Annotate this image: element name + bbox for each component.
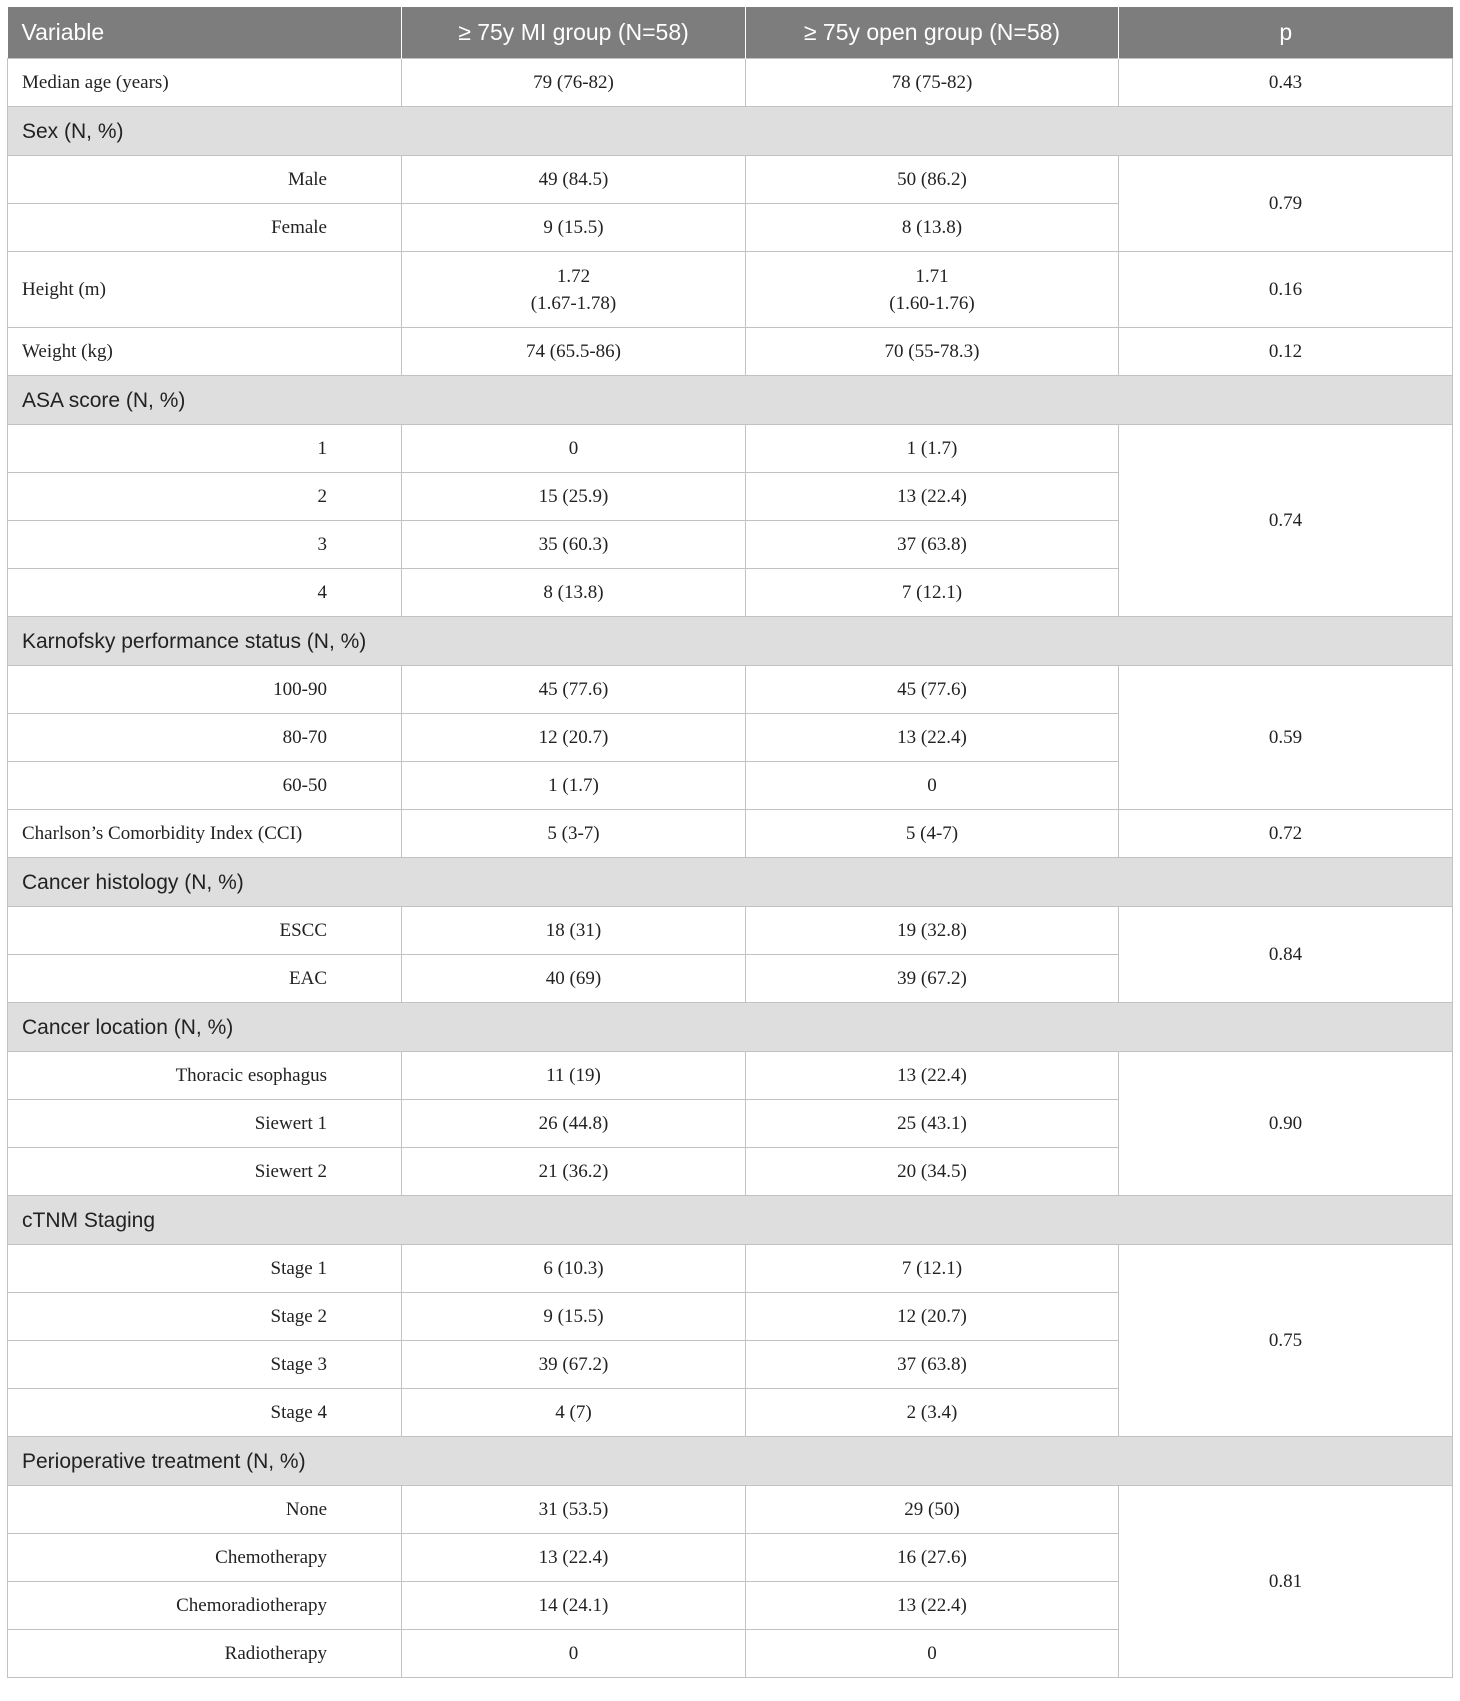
- variable-label: Median age (years): [8, 59, 402, 107]
- section-row: [8, 858, 1453, 907]
- mi-group-value: 26 (44.8): [402, 1100, 746, 1148]
- p-value: 0.75: [1119, 1245, 1453, 1437]
- open-group-value: 7 (12.1): [746, 1245, 1119, 1293]
- mi-group-value: 9 (15.5): [402, 1293, 746, 1341]
- p-value: 0.59: [1119, 666, 1453, 810]
- subcategory-row: [8, 907, 1453, 955]
- open-group-value: 13 (22.4): [746, 1052, 1119, 1100]
- subcategory-label: Female: [8, 204, 402, 252]
- mi-group-value: 6 (10.3): [402, 1245, 746, 1293]
- value-line: 1.72: [556, 265, 591, 287]
- mi-group-value: 0: [402, 425, 746, 473]
- open-group-value: 13 (22.4): [746, 714, 1119, 762]
- p-value: 0.16: [1119, 252, 1453, 328]
- mi-group-value: 35 (60.3): [402, 521, 746, 569]
- mi-group-value: 74 (65.5-86): [402, 328, 746, 376]
- open-group-value: 16 (27.6): [746, 1534, 1119, 1582]
- variable-row: [8, 59, 1453, 107]
- section-label: Sex (N, %): [8, 107, 1453, 156]
- mi-group-value: [402, 252, 746, 328]
- table-header: [8, 7, 1453, 59]
- subcategory-label: Male: [8, 156, 402, 204]
- open-group-value: 45 (77.6): [746, 666, 1119, 714]
- p-value: 0.79: [1119, 156, 1453, 252]
- value-line: (1.67-1.78): [530, 292, 617, 314]
- mi-group-value: 12 (20.7): [402, 714, 746, 762]
- subcategory-row: [8, 666, 1453, 714]
- subcategory-label: 100-90: [8, 666, 402, 714]
- header-open-group: ≥ 75y open group (N=58): [746, 7, 1119, 59]
- mi-group-value: 9 (15.5): [402, 204, 746, 252]
- table-body: [8, 59, 1453, 1678]
- variable-label: Weight (kg): [8, 328, 402, 376]
- mi-group-value: 18 (31): [402, 907, 746, 955]
- subcategory-label: Radiotherapy: [8, 1630, 402, 1678]
- section-row: [8, 617, 1453, 666]
- p-value: 0.12: [1119, 328, 1453, 376]
- open-group-value: 8 (13.8): [746, 204, 1119, 252]
- section-row: [8, 107, 1453, 156]
- value-line: 1.71: [915, 265, 949, 287]
- subcategory-label: ESCC: [8, 907, 402, 955]
- mi-group-value: 11 (19): [402, 1052, 746, 1100]
- open-group-value: 19 (32.8): [746, 907, 1119, 955]
- header-row: [8, 7, 1453, 59]
- section-row: [8, 1196, 1453, 1245]
- variable-label: Charlson’s Comorbidity Index (CCI): [8, 810, 402, 858]
- open-group-value: 20 (34.5): [746, 1148, 1119, 1196]
- open-group-value: 0: [746, 1630, 1119, 1678]
- mi-group-value: 45 (77.6): [402, 666, 746, 714]
- p-value: 0.90: [1119, 1052, 1453, 1196]
- open-group-value: 25 (43.1): [746, 1100, 1119, 1148]
- subcategory-label: 60-50: [8, 762, 402, 810]
- open-group-value: 39 (67.2): [746, 955, 1119, 1003]
- mi-group-value: 39 (67.2): [402, 1341, 746, 1389]
- header-p-value: p: [1119, 7, 1453, 59]
- open-group-value: 7 (12.1): [746, 569, 1119, 617]
- mi-group-value: 79 (76-82): [402, 59, 746, 107]
- subcategory-label: 4: [8, 569, 402, 617]
- subcategory-label: None: [8, 1486, 402, 1534]
- p-value: 0.84: [1119, 907, 1453, 1003]
- mi-group-value: 31 (53.5): [402, 1486, 746, 1534]
- section-row: [8, 1003, 1453, 1052]
- subcategory-label: Chemoradiotherapy: [8, 1582, 402, 1630]
- open-group-value: 5 (4-7): [746, 810, 1119, 858]
- subcategory-label: 2: [8, 473, 402, 521]
- mi-group-value: 5 (3-7): [402, 810, 746, 858]
- mi-group-value: 4 (7): [402, 1389, 746, 1437]
- section-label: ASA score (N, %): [8, 376, 1453, 425]
- open-group-value: 1 (1.7): [746, 425, 1119, 473]
- subcategory-label: Siewert 2: [8, 1148, 402, 1196]
- subcategory-label: 80-70: [8, 714, 402, 762]
- mi-group-value: 15 (25.9): [402, 473, 746, 521]
- subcategory-label: Siewert 1: [8, 1100, 402, 1148]
- patient-characteristics-table: [7, 7, 1453, 1678]
- mi-group-value: 13 (22.4): [402, 1534, 746, 1582]
- open-group-value: 13 (22.4): [746, 473, 1119, 521]
- p-value: 0.72: [1119, 810, 1453, 858]
- subcategory-label: Stage 2: [8, 1293, 402, 1341]
- open-group-value: 50 (86.2): [746, 156, 1119, 204]
- subcategory-row: [8, 425, 1453, 473]
- open-group-value: [746, 252, 1119, 328]
- open-group-value: 2 (3.4): [746, 1389, 1119, 1437]
- mi-group-value: 1 (1.7): [402, 762, 746, 810]
- section-label: Karnofsky performance status (N, %): [8, 617, 1453, 666]
- value-line: (1.60-1.76): [889, 292, 975, 314]
- open-group-value: 37 (63.8): [746, 1341, 1119, 1389]
- subcategory-row: [8, 1245, 1453, 1293]
- variable-row: [8, 328, 1453, 376]
- p-value: 0.74: [1119, 425, 1453, 617]
- section-label: Cancer histology (N, %): [8, 858, 1453, 907]
- open-group-value: 12 (20.7): [746, 1293, 1119, 1341]
- mi-group-value: 21 (36.2): [402, 1148, 746, 1196]
- mi-group-value: 8 (13.8): [402, 569, 746, 617]
- subcategory-label: Thoracic esophagus: [8, 1052, 402, 1100]
- open-group-value: 0: [746, 762, 1119, 810]
- subcategory-label: Stage 4: [8, 1389, 402, 1437]
- subcategory-row: [8, 1486, 1453, 1534]
- mi-group-value: 40 (69): [402, 955, 746, 1003]
- section-row: [8, 1437, 1453, 1486]
- section-label: cTNM Staging: [8, 1196, 1453, 1245]
- table-container: [7, 7, 1452, 1678]
- subcategory-label: Chemotherapy: [8, 1534, 402, 1582]
- subcategory-row: [8, 156, 1453, 204]
- section-label: Cancer location (N, %): [8, 1003, 1453, 1052]
- subcategory-label: 3: [8, 521, 402, 569]
- header-mi-group: ≥ 75y MI group (N=58): [402, 7, 746, 59]
- subcategory-label: 1: [8, 425, 402, 473]
- mi-group-value: 49 (84.5): [402, 156, 746, 204]
- subcategory-row: [8, 1052, 1453, 1100]
- open-group-value: 29 (50): [746, 1486, 1119, 1534]
- variable-row: [8, 810, 1453, 858]
- subcategory-label: Stage 1: [8, 1245, 402, 1293]
- open-group-value: 70 (55-78.3): [746, 328, 1119, 376]
- p-value: 0.81: [1119, 1486, 1453, 1678]
- subcategory-label: Stage 3: [8, 1341, 402, 1389]
- p-value: 0.43: [1119, 59, 1453, 107]
- open-group-value: 13 (22.4): [746, 1582, 1119, 1630]
- mi-group-value: 0: [402, 1630, 746, 1678]
- section-row: [8, 376, 1453, 425]
- section-label: Perioperative treatment (N, %): [8, 1437, 1453, 1486]
- open-group-value: 37 (63.8): [746, 521, 1119, 569]
- subcategory-label: EAC: [8, 955, 402, 1003]
- open-group-value: 78 (75-82): [746, 59, 1119, 107]
- variable-label: Height (m): [8, 252, 402, 328]
- variable-row: [8, 252, 1453, 328]
- mi-group-value: 14 (24.1): [402, 1582, 746, 1630]
- header-variable: Variable: [8, 7, 402, 59]
